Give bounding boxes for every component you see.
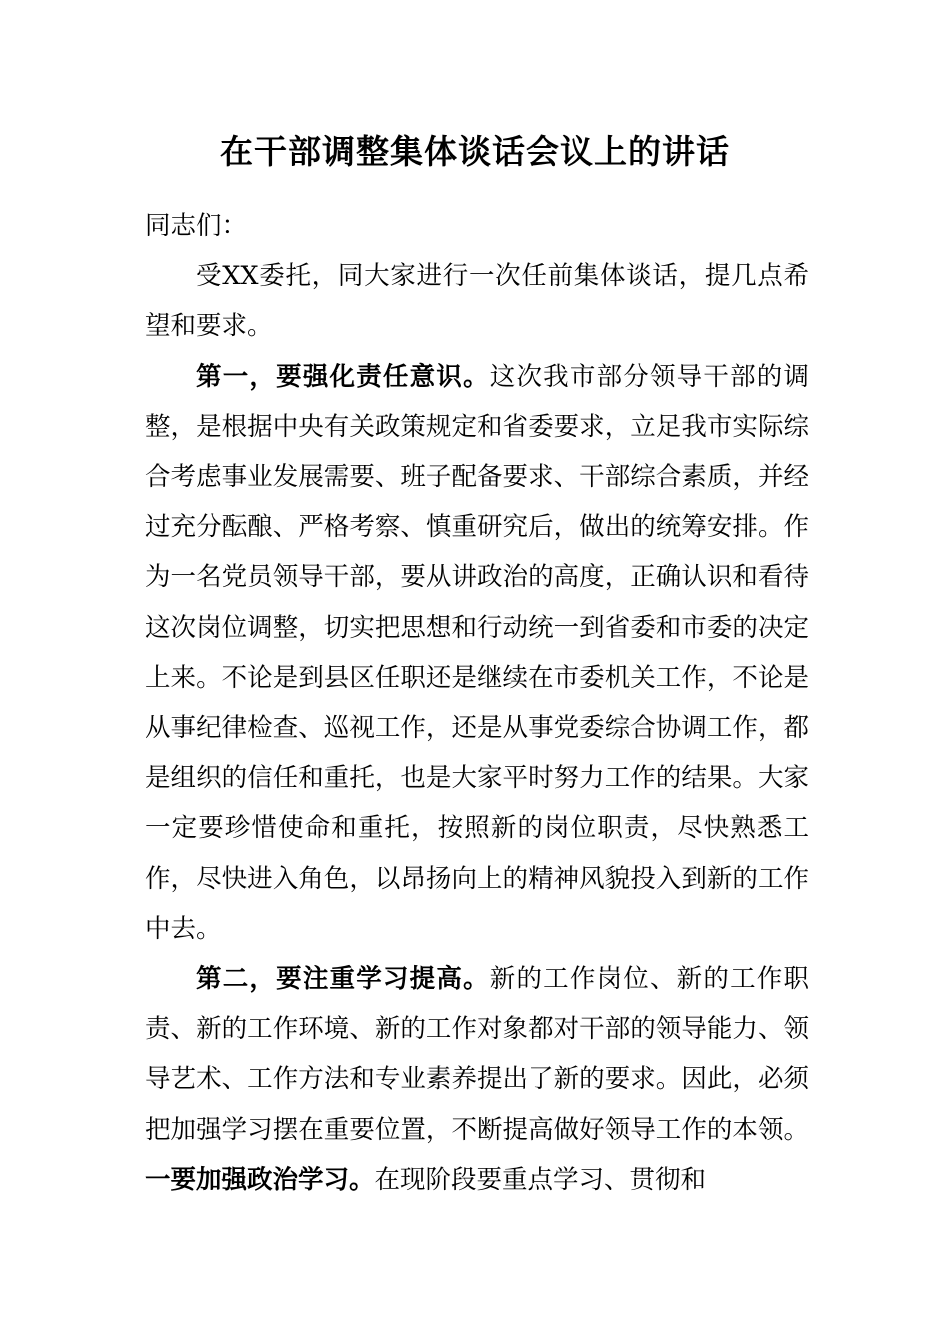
section-1-paragraph — [145, 352, 809, 954]
section-2-text: 新的工作岗位、新的工作职责、新的工作环境、新的工作对象都对干部的领导能力、领导艺术、工作方法和专业素养提出了新的要求。因此，必须把加强学习摆在重要位置，不断提高做好领导工作的本领。 — [145, 964, 809, 1145]
section-1-text: 这次我市部分领导干部的调整，是根据中央有关政策规定和省委要求，立足我市实际综合考虑事业发展需要、班子配备要求、干部综合素质，并经过充分酝酿、严格考察、慎重研究后，做出的统筹安排。作为一名党员领导干部，要从讲政治的高度，正确认识和看待这次岗位调整，切实把思想和行动统一到省委和市委的决定上来。不论是到县区任职还是继续在市委机关工作，不论是从事纪律检查、巡视工作，还是从事党委综合协调工作，都是组织的信任和重托，也是大家平时努力工作的结果。大家一定要珍惜使命和重托，按照新的岗位职责，尽快熟悉工作，尽快进入角色，以昂扬向上的精神风貌投入到新的工作中去。 — [145, 361, 809, 944]
document-body — [145, 201, 809, 1205]
salutation: 同志们： — [145, 211, 248, 241]
section-2-paragraph — [145, 954, 809, 1205]
section-2-heading: 第二，要注重学习提高。 — [196, 964, 490, 995]
intro-paragraph: 受XX委托，同大家进行一次任前集体谈话，提几点希望和要求。 — [145, 261, 809, 342]
section-2-subtext: 在现阶段要重点学习、贯彻和 — [374, 1164, 707, 1195]
section-1-heading: 第一，要强化责任意识。 — [196, 361, 490, 392]
section-2-subheading: 一要加强政治学习。 — [145, 1164, 375, 1195]
document-title: 在干部调整集体谈话会议上的讲话 — [220, 132, 730, 171]
